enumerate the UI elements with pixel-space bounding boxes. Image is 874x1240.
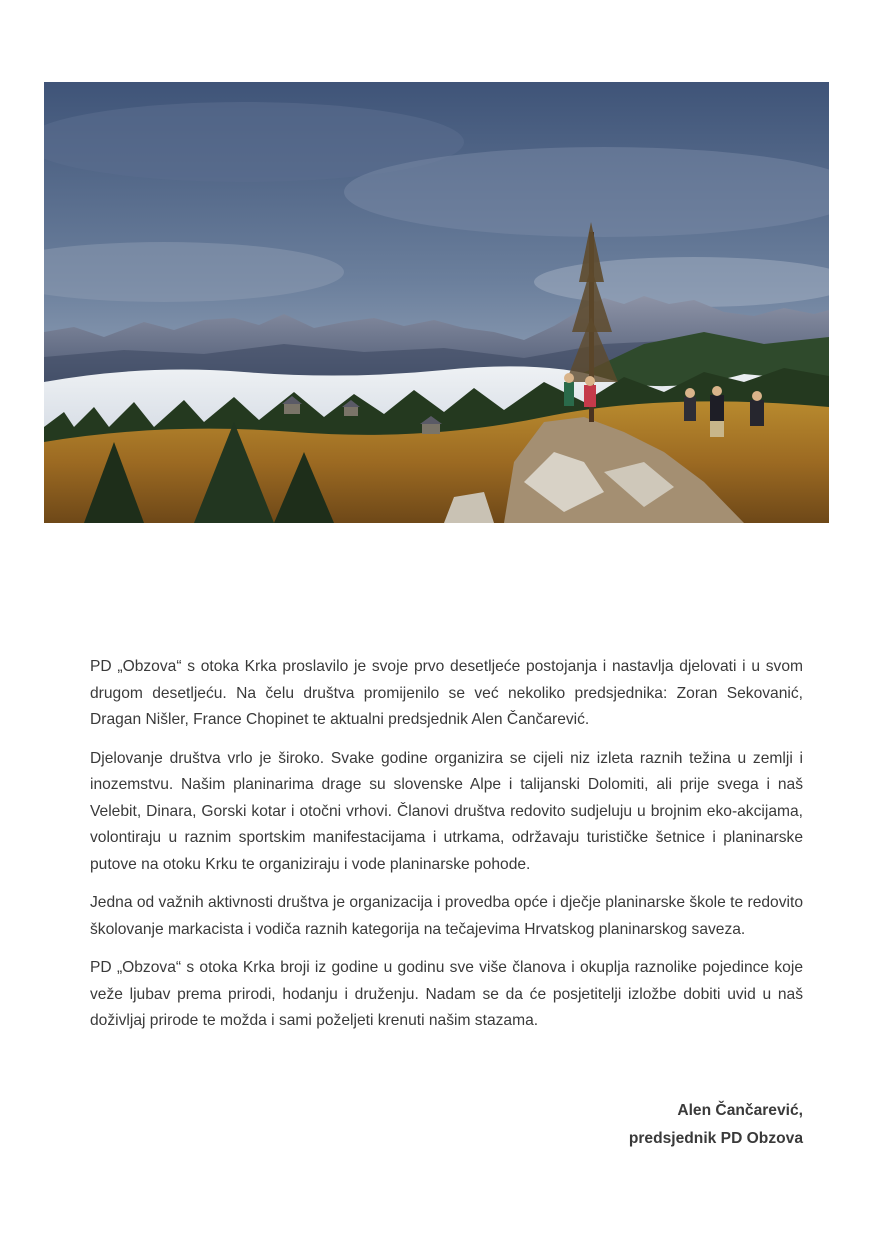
signature-role: predsjednik PD Obzova xyxy=(628,1130,803,1147)
signature xyxy=(629,1097,803,1153)
paragraph-4: PD „Obzova“ s otoka Krka broji iz godine u godinu sve više članova i okuplja raznolike pojedince koje veže ljubav prema prirodi, hodanju i druženju. Nadam se da će posjetitelji izložbe dobiti uvid u naš doživljaj prirode te možda i sami poželjeti krenuti našim stazama. xyxy=(90,959,803,1029)
paragraph-2: Djelovanje društva vrlo je široko. Svake godine organizira se cijeli niz izleta raznih težina u zemlji i inozemstvu. Našim planinarima drage su slovenske Alpe i talijanski Dolomiti, ali prije svega i naš Velebit, Dinara, Gorski kotar i otočni vrhovi. Članovi društva redovito sudjeluju u brojnim eko-akcijama, volontiraju u raznim sportskim manifestacijama i utrkama, održavaju turističke šetnice i planinarske putove na otoku Krku te organiziraju i vode planinarske pohode. xyxy=(90,749,803,873)
landscape-photo xyxy=(44,82,829,523)
intro-text xyxy=(90,654,803,1047)
signature-name: Alen Čančarević, xyxy=(677,1102,803,1119)
paragraph-1: PD „Obzova“ s otoka Krka proslavilo je svoje prvo desetljeće postojanja i nastavlja djelovati i u svom drugom desetljeću. Na čelu društva promijenilo se već nekoliko predsjednika: Zoran Sekovanić, Dragan Nišler, France Chopinet te aktualni predsjednik Alen Čančarević. xyxy=(90,658,803,728)
landscape-illustration xyxy=(44,82,829,523)
paragraph-3: Jedna od važnih aktivnosti društva je organizacija i provedba opće i dječje planinarske škole te redovito školovanje markacista i vodiča raznih kategorija na tečajevima Hrvatskog planinarskog saveza. xyxy=(90,894,803,938)
